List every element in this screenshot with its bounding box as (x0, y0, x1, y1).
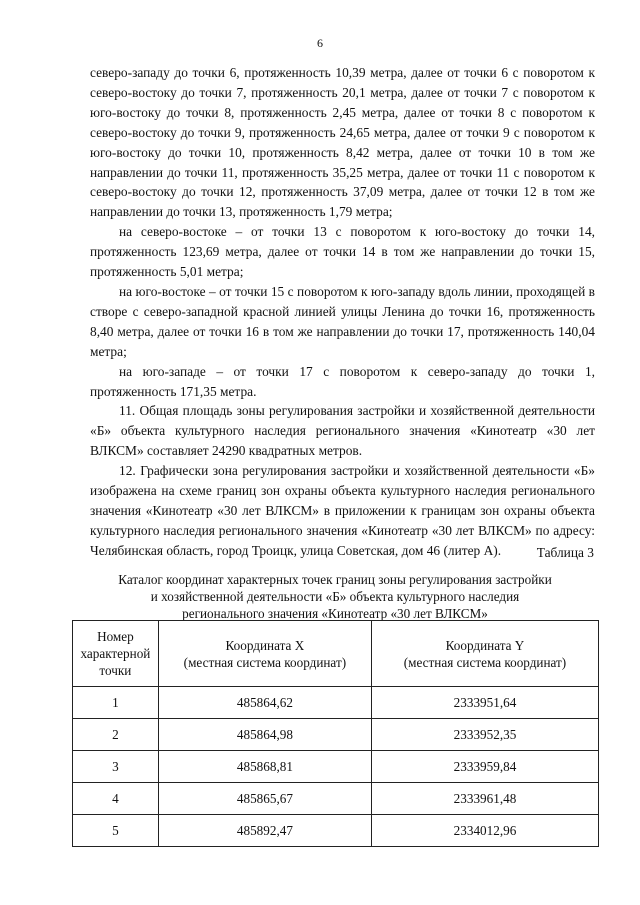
cell-point-number: 2 (73, 719, 159, 751)
cell-coordinate-y: 2333952,35 (371, 719, 598, 751)
table-title-line: регионального значения «Кинотеатр «30 лет ВЛКСМ» (182, 606, 488, 621)
coordinates-table (72, 620, 599, 847)
cell-coordinate-y: 2333959,84 (371, 751, 598, 783)
paragraph-boundary-southeast: на юго-востоке – от точки 15 с поворотом к юго-западу вдоль линии, проходящей в створе с северо-западной красной линией улицы Ленина до точки 16, протяженность 8,40 метра, далее от точки 16 в том же направлении до точки 17, протяженность 140,04 метра; (90, 283, 595, 359)
header-text: (местная система координат) (403, 654, 567, 670)
cell-point-number: 4 (73, 783, 159, 815)
header-text: характерной (80, 646, 151, 661)
table-title (70, 571, 600, 622)
header-point-number (73, 621, 159, 687)
cell-coordinate-x: 485892,47 (158, 815, 371, 847)
page-number: 6 (317, 36, 323, 50)
document-body (90, 63, 595, 561)
table-label: Таблица 3 (536, 545, 594, 560)
cell-point-number: 5 (73, 815, 159, 847)
cell-coordinate-y: 2334012,96 (371, 815, 598, 847)
cell-coordinate-y: 2333961,48 (371, 783, 598, 815)
header-coordinate-x (158, 621, 371, 687)
table-row (73, 815, 599, 847)
table-row (73, 687, 599, 719)
paragraph-boundary-southwest: на юго-западе – от точки 17 с поворотом к северо-западу до точки 1, протяженность 171,35 метра. (90, 363, 595, 399)
header-text: Номер (97, 629, 134, 644)
table-header-row (73, 621, 599, 687)
cell-coordinate-x: 485864,62 (158, 687, 371, 719)
cell-coordinate-x: 485868,81 (158, 751, 371, 783)
cell-coordinate-x: 485865,67 (158, 783, 371, 815)
cell-point-number: 3 (73, 751, 159, 783)
paragraph-boundary-northwest-continued: северо-западу до точки 6, протяженность 10,39 метра, далее от точки 6 с поворотом к северо-востоку до точки 7, протяженность 20,1 метра, далее от точки 7 с поворотом к юго-востоку до точки 8, протяженность 2,45 метра, далее от точки 8 с поворотом к северо-востоку до точки 9, протяженность 24,65 метра, далее от точки 9 с поворотом к юго-востоку до точки 10, протяженность 8,42 метра, далее от точки 10 в том же направлении до точки 11, протяженность 35,25 метра, далее от точки 11 с поворотом к северо-востоку до точки 12, протяженность 37,09 метра, далее от точки 12 в том же направлении до точки 13, протяженность 1,79 метра; (90, 65, 595, 220)
table-title-line: Каталог координат характерных точек границ зоны регулирования застройки (118, 572, 552, 587)
cell-point-number: 1 (73, 687, 159, 719)
table-row (73, 719, 599, 751)
header-text: точки (99, 663, 132, 678)
header-text: (местная система координат) (183, 654, 347, 670)
table-title-line: и хозяйственной деятельности «Б» объекта культурного наследия (150, 589, 520, 604)
paragraph-11-total-area: 11. Общая площадь зоны регулирования застройки и хозяйственной деятельности «Б» объекта культурного наследия регионального значения «Кинотеатр «30 лет ВЛКСМ» составляет 24290 квадратных метров. (90, 403, 595, 459)
header-coordinate-y (371, 621, 598, 687)
table-row (73, 783, 599, 815)
header-text: Координата X (225, 637, 305, 653)
paragraph-boundary-northeast: на северо-востоке – от точки 13 с поворотом к юго-востоку до точки 14, протяженность 123,69 метра, далее от точки 14 в том же направлении до точки 15, протяженность 5,01 метра; (90, 224, 595, 280)
cell-coordinate-x: 485864,98 (158, 719, 371, 751)
cell-coordinate-y: 2333951,64 (371, 687, 598, 719)
table-row (73, 751, 599, 783)
header-text: Координата Y (445, 637, 525, 653)
paragraph-12-graphic-representation: 12. Графически зона регулирования застройки и хозяйственной деятельности «Б» изображена на схеме границ зон охраны объекта культурного наследия регионального значения «Кинотеатр «30 лет ВЛКСМ» в приложении к границам зон охраны объекта культурного наследия регионального значения «Кинотеатр «30 лет ВЛКСМ» по адресу: Челябинская область, город Троицк, улица Советская, дом 46 (литер А). (90, 463, 595, 558)
